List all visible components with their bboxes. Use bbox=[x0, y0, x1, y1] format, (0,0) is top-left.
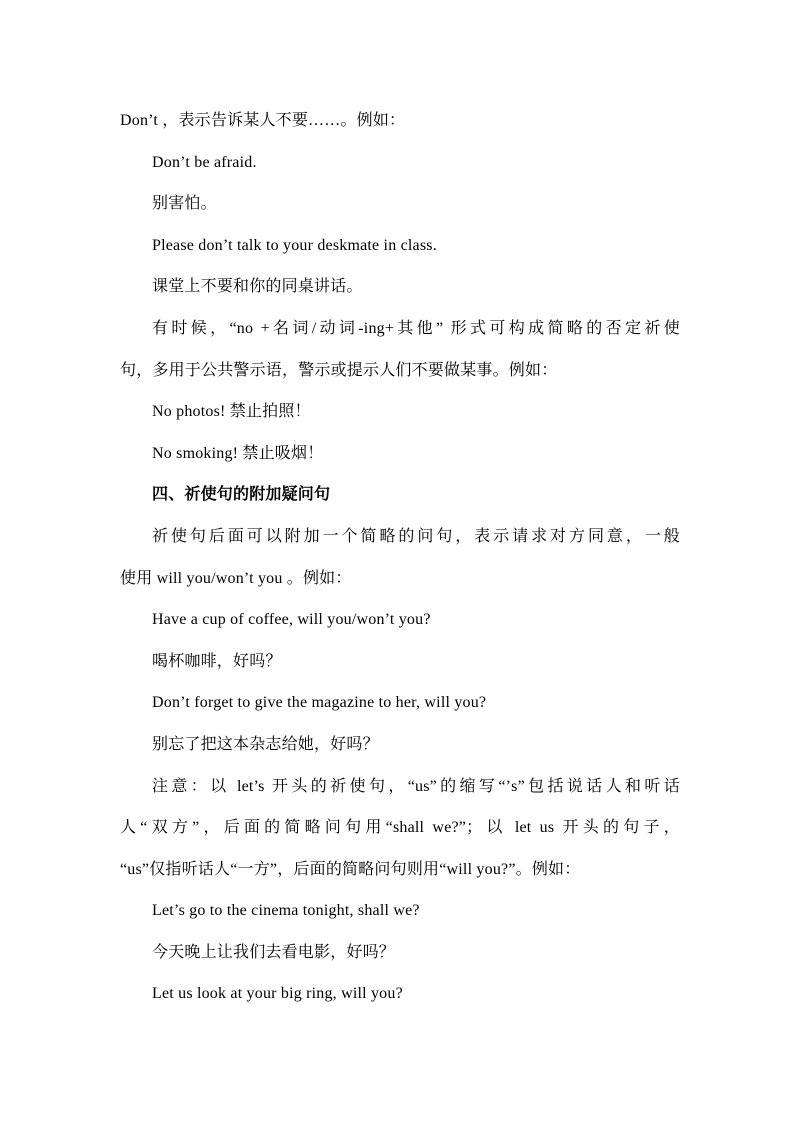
example-translation: 喝杯咖啡，好吗？ bbox=[152, 652, 282, 670]
example-sentence: Don’t forget to give the magazine to her, will you? bbox=[152, 694, 487, 712]
example-sentence: Let’s go to the cinema tonight, shall we? bbox=[152, 902, 420, 920]
section-heading: 四、祈使句的附加疑问句 bbox=[152, 486, 331, 504]
paragraph-line: 注意：以 let’s 开头的祈使句，“us”的缩写“’s”包括说话人和听话 bbox=[152, 777, 680, 795]
document-page bbox=[120, 100, 680, 1015]
paragraph-line: 有时候，“no +名词/动词-ing+其他” 形式可构成简略的否定祈使 bbox=[152, 319, 680, 337]
paragraph-line: 句，多用于公共警示语，警示或提示人们不要做某事。例如： bbox=[120, 361, 558, 379]
paragraph-line: 使用 will you/won’t you 。例如： bbox=[120, 569, 352, 587]
paragraph-line: 祈使句后面可以附加一个简略的问句，表示请求对方同意，一般 bbox=[152, 527, 680, 545]
example-sentence: Let us look at your big ring, will you? bbox=[152, 985, 403, 1003]
example-sentence: Don’t be afraid. bbox=[152, 153, 257, 171]
paragraph-line: 人“双方”，后面的简略问句用“shall we?”；以 let us 开头的句子， bbox=[120, 819, 680, 837]
example-sentence: Have a cup of coffee, will you/won’t you? bbox=[152, 611, 431, 629]
example-translation: 别忘了把这本杂志给她，好吗？ bbox=[152, 735, 379, 753]
example-sentence: Please don’t talk to your deskmate in class. bbox=[152, 236, 437, 254]
example-translation: 今天晚上让我们去看电影，好吗？ bbox=[152, 943, 396, 961]
example-sentence: No photos! 禁止拍照！ bbox=[152, 403, 311, 421]
example-sentence: No smoking! 禁止吸烟！ bbox=[152, 444, 324, 462]
paragraph-line: “us”仅指听话人“一方”，后面的简略问句则用“will you?”。例如： bbox=[120, 860, 581, 878]
example-translation: 别害怕。 bbox=[152, 195, 217, 213]
example-translation: 课堂上不要和你的同桌讲话。 bbox=[152, 278, 363, 296]
paragraph-line: Don’t ，表示告诉某人不要……。例如： bbox=[120, 112, 406, 129]
